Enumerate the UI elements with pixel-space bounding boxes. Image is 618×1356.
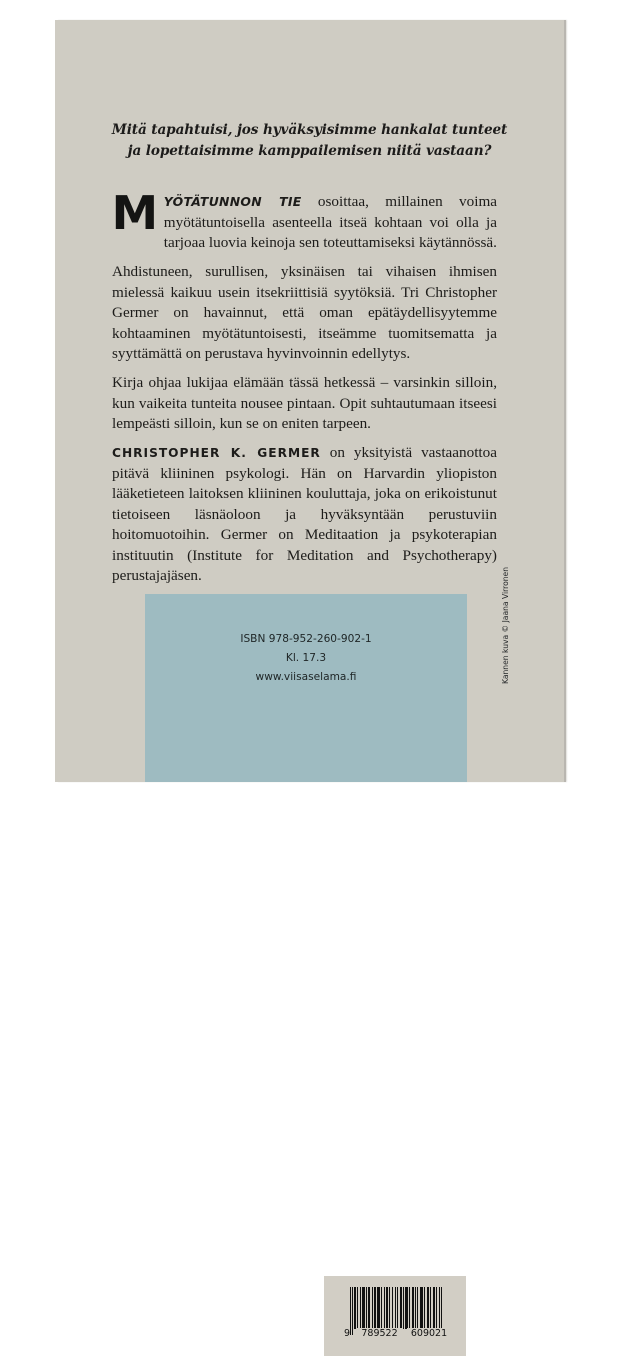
barcode-right-group: 609021	[407, 1328, 451, 1339]
barcode-first-digit: 9	[344, 1328, 351, 1339]
headline-line-2: ja lopettaisimme kamppailemisen niitä vastaan?	[127, 143, 492, 159]
paragraph-description: Ahdistuneen, surullisen, yksinäisen tai vihaisen ihmisen mielessä kaikuu usein itsekriittisiä syytöksiä. Tri Christopher Germer on havainnut, että oman epätäydellisyytemme kohtaaminen myötätuntoisesti, itseämme tuomitsematta ja syyttämättä on perustava hyvinvoinnin edellytys.	[112, 263, 497, 362]
barcode-left-group: 789522	[356, 1328, 403, 1339]
classification-text: Kl. 17.3	[285, 652, 327, 664]
paragraph-author-bio	[112, 443, 497, 587]
publication-info-box	[145, 594, 467, 1339]
publisher-website-link[interactable]: www.viisaselama.fi	[255, 671, 357, 683]
dropcap-letter: M	[111, 186, 159, 240]
barcode-area	[324, 1276, 466, 1356]
headline	[55, 120, 564, 162]
author-bio-text: on yksityistä vastaanottoa pitävä kliininen psykologi. Hän on Harvardin yliopiston lääketieteen laitoksen kliininen kouluttaja, joka on erikoistunut tietoiseen läsnäoloon ja hyväksyntään perustuviin hoitomuotoihin. Germer on Meditaation ja psykoterapian instituutin (Institute for Meditation and Psychotherapy) perustajajäsen.	[112, 444, 497, 584]
blurb-text	[111, 186, 497, 595]
publication-info	[145, 630, 467, 687]
barcode-number	[344, 1328, 451, 1339]
paragraph-intro	[111, 186, 497, 254]
book-back-cover	[55, 20, 564, 1339]
book-title-lead: YÖTÄTUNNON TIE	[163, 194, 302, 209]
paragraph-intro-text: osoittaa, millainen voima myötätuntoisella asenteella itseä kohtaan voi olla ja tarjoaa luovia keinoja sen toteuttamiseksi käytännössä.	[163, 193, 497, 251]
headline-line-1: Mitä tapahtuisi, jos hyväksyisimme hankalat tunteet	[111, 122, 508, 138]
cover-photo-credit: Kannen kuva © Jaana Virronen	[501, 566, 510, 684]
paragraph-guidance: Kirja ohjaa lukijaa elämään tässä hetkessä – varsinkin silloin, kun vaikeita tunteita nousee pintaan. Opit suhtautumaan itseesi lempeästi silloin, kun se on eniten tarpeen.	[112, 374, 497, 432]
isbn-text: ISBN 978-952-260-902-1	[240, 633, 372, 645]
author-name: CHRISTOPHER K. GERMER	[112, 446, 321, 460]
